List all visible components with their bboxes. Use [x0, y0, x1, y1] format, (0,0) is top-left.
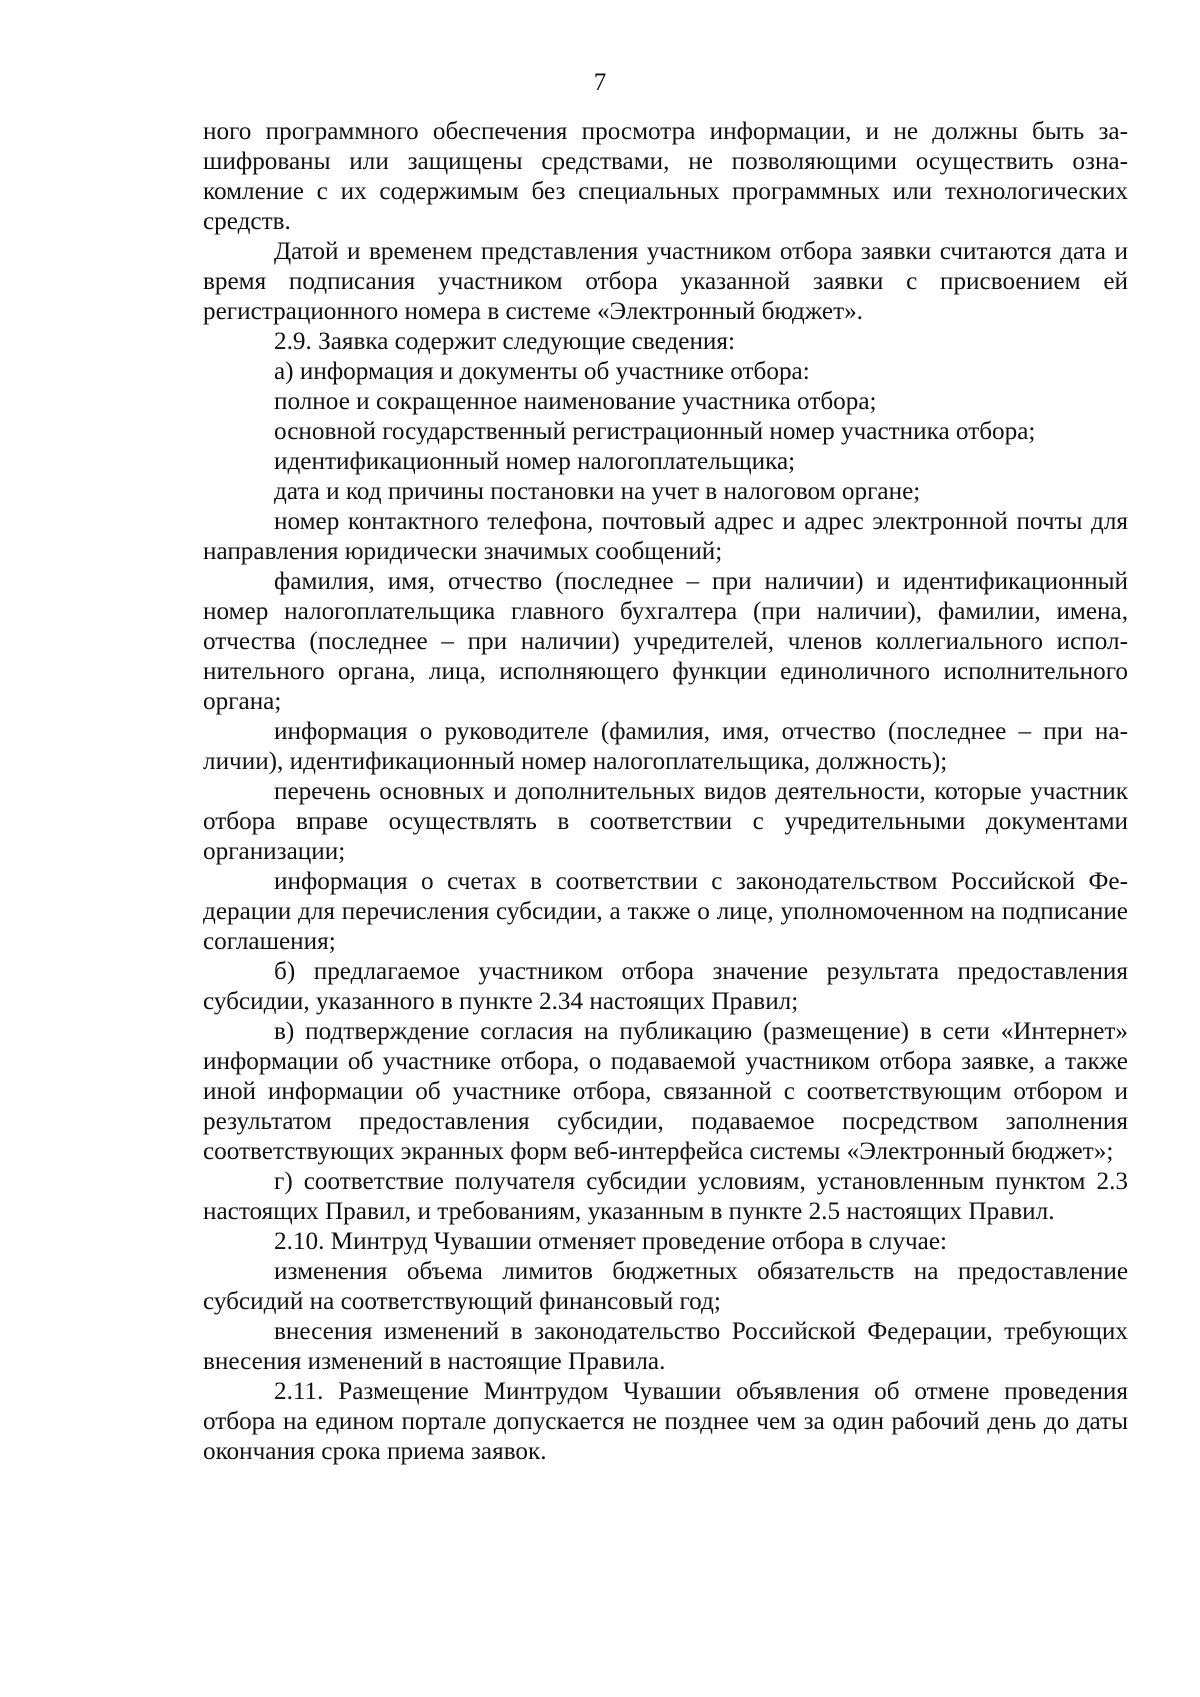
paragraph: в) подтверждение согласия на публикацию (размещение) в сети «Интернет» информации об участнике отбора, о подаваемой участником отбора заявке, а также иной информации об участнике отбора, связанной с соответствующим отбором и результатом предоставления субсидии, подаваемое посредством заполнения соответствующих экранных форм веб-интерфейса системы «Электронный бюджет»; — [203, 1018, 1128, 1165]
paragraph: г) соответствие получателя субсидии условиям, установленным пунктом 2.3 настоящих Правил, и требованиям, указанным в пункте 2.5 настоящих Правил. — [203, 1168, 1128, 1225]
paragraph: перечень основных и дополнительных видов деятельности, которые участник отбора вправе осуществлять в соответствии с учредительными документами организации; — [203, 778, 1128, 865]
paragraph: номер контактного телефона, почтовый адрес и адрес электронной почты для направления юридически значимых сообщений; — [203, 508, 1128, 565]
paragraph: дата и код причины постановки на учет в налоговом органе; — [274, 478, 921, 505]
page-number: 7 — [593, 69, 607, 96]
paragraph: б) предлагаемое участником отбора значение результата предоставления субсидии, указанного в пункте 2.34 настоящих Правил; — [203, 958, 1128, 1015]
paragraph: Датой и временем представления участником отбора заявки считаются дата и время подписания участником отбора указанной заявки с присвоением ей регистрационного номера в системе «Электронный бюджет». — [203, 238, 1128, 325]
paragraph: полное и сокращенное наименование участника отбора; — [274, 388, 877, 415]
paragraph: 2.11. Размещение Минтрудом Чувашии объявления об отмене проведения отбора на едином портале допускается не позднее чем за один рабочий день до даты окончания срока приема заявок. — [203, 1378, 1128, 1465]
paragraph: 2.9. Заявка содержит следующие сведения: — [274, 328, 735, 355]
paragraph: информация о счетах в соответствии с законодательством Российской Федерации для перечисления субсидии, а также о лице, уполномоченном на подписание соглашения; — [203, 868, 1128, 955]
paragraph: 2.10. Минтруд Чувашии отменяет проведение отбора в случае: — [274, 1228, 948, 1255]
paragraph: изменения объема лимитов бюджетных обязательств на предоставление субсидий на соответствующий финансовый год; — [203, 1258, 1128, 1315]
paragraph: внесения изменений в законодательство Российской Федерации, требующих внесения изменений в настоящие Правила. — [203, 1318, 1128, 1375]
paragraph: фамилия, имя, отчество (последнее – при наличии) и идентификационный номер налогоплательщика главного бухгалтера (при наличии), фамилии, имена, отчества (последнее – при наличии) учредителей, членов коллегиального исполнительного органа, лица, исполняющего функции единоличного исполнительного органа; — [203, 568, 1128, 715]
paragraph: основной государственный регистрационный номер участника отбора; — [274, 418, 1036, 445]
paragraph: ного программного обеспечения просмотра информации, и не должны быть зашифрованы или защищены средствами, не позволяющими осуществить ознакомление с их содержимым без специальных программных или технологических средств. — [203, 118, 1128, 235]
paragraph: а) информация и документы об участнике отбора: — [274, 358, 810, 385]
paragraph: идентификационный номер налогоплательщика; — [274, 448, 796, 475]
document-body — [203, 117, 1128, 1467]
paragraph: информация о руководителе (фамилия, имя, отчество (последнее – при наличии), идентификационный номер налогоплательщика, должность); — [203, 718, 1128, 775]
